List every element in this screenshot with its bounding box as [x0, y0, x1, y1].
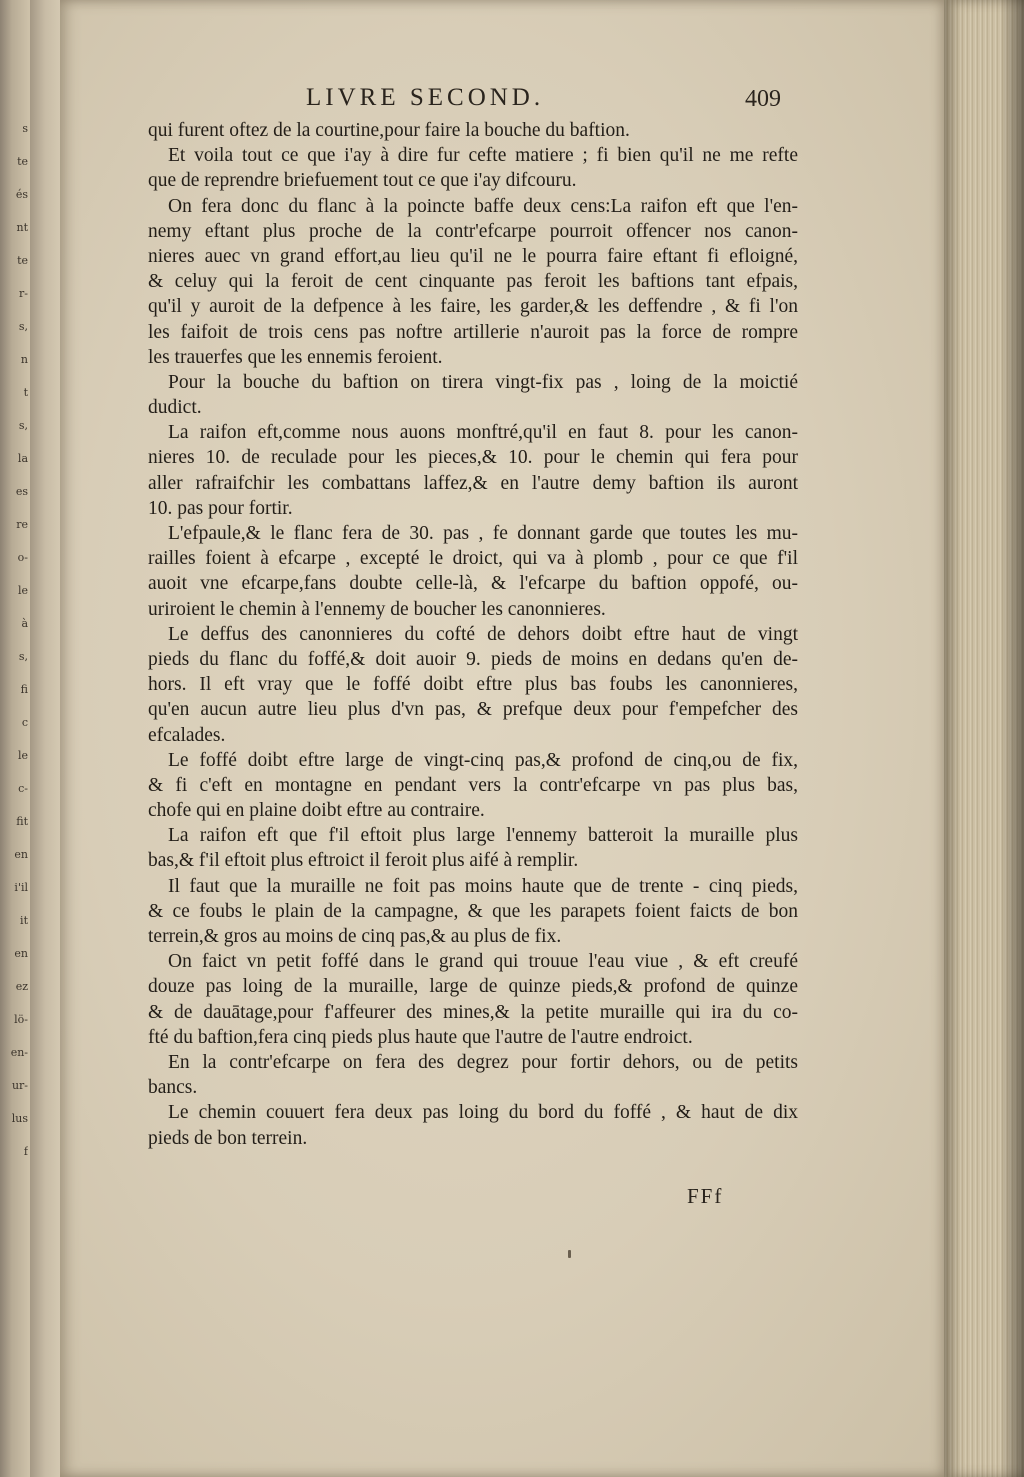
text-line: bas,& f'il eftoit plus eftroict il feroit plus aifé à remplir. — [148, 850, 579, 872]
text-line: terrein,& gros au moins de cinq pas,& au plus de fix. — [148, 926, 562, 947]
left-page-fragment: s, — [18, 650, 28, 663]
left-page-fragment: fit — [16, 815, 28, 828]
left-page-fragment: o- — [17, 551, 28, 564]
text-line: aller rafraifchir les combattans laffez,& en l'autre demy baftion ils auront — [148, 472, 798, 494]
running-header: LIVRE SECOND. — [306, 84, 545, 111]
text-line: L'efpaule,& le flanc fera de 30. pas , fe donnant garde que toutes les mu- — [168, 523, 798, 544]
text-line: fté du baftion,fera cinq pieds plus haute que l'autre de l'autre endroict. — [148, 1026, 693, 1048]
left-page-fragment: c — [21, 716, 28, 729]
left-page-fragment: te — [17, 155, 28, 168]
left-page-fragment: en — [14, 947, 28, 960]
text-line: les trauerfes que les ennemis feroient. — [148, 346, 443, 368]
text-line: On faict vn petit foffé dans le grand qui trouue l'eau viue , & eft creufé — [168, 951, 798, 973]
left-page-fragment: re — [16, 518, 28, 531]
left-page-fragment: ez — [15, 980, 28, 993]
text-line: & fi c'eft en montagne en pendant vers la contr'efcarpe vn pas plus bas, — [148, 774, 798, 796]
left-page-fragment: le — [17, 584, 28, 597]
left-page-fragment: fi — [20, 683, 28, 696]
text-line: bancs. — [148, 1077, 198, 1099]
left-page-fragment: n — [20, 353, 28, 366]
text-line: pieds du flanc du foffé,& doit auoir 9. pieds de moins en dedans qu'en de- — [148, 648, 798, 670]
left-page-fragment: te — [17, 254, 28, 267]
left-page-fragment: és — [15, 188, 28, 201]
text-line: chofe qui en plaine doibt eftre au contraire. — [148, 800, 485, 822]
text-line: On fera donc du flanc à la poincte baffe deux cens:La raifon eft que l'en- — [168, 195, 798, 217]
page-number: 409 — [745, 86, 781, 112]
previous-page-edge — [0, 0, 30, 1477]
text-line: La raifon eft que f'il eftoit plus large l'ennemy batteroit la muraille plus — [168, 825, 798, 847]
left-page-fragment: à — [21, 617, 28, 630]
text-line: Le foffé doibt eftre large de vingt-cinq pas,& profond de cinq,ou de fix, — [168, 749, 798, 771]
text-line: Pour la bouche du baftion on tirera vingt-fix pas , loing de la moictié — [168, 371, 798, 393]
text-line: nieres 10. de reculade pour les pieces,& 10. pour le chemin qui fera pour — [148, 447, 798, 469]
signature-mark: FFf — [687, 1184, 724, 1208]
text-line: les faifoit de trois cens pas noftre artillerie n'auroit pas la force de rompre — [148, 321, 798, 343]
paper-speck — [568, 1250, 571, 1258]
left-page-fragment: s, — [18, 320, 28, 333]
text-line: qu'en aucun autre lieu plus d'vn pas, & prefque deux pour f'empefcher des — [148, 699, 798, 721]
left-page-fragment: it — [20, 914, 28, 927]
left-page-fragment: en- — [10, 1046, 28, 1059]
text-line: 10. pas pour fortir. — [148, 497, 293, 519]
text-line: Le deffus des canonnieres du cofté de dehors doibt eftre haut de vingt — [168, 623, 798, 645]
left-page-fragment: es — [15, 485, 28, 498]
left-page-fragment: t — [23, 386, 28, 399]
text-line: qu'il y auroit de la defpence à les faire, les garder,& les deffendre , & fi l'on — [148, 296, 798, 318]
text-line: & ce foubs le plain de la campagne, & que les parapets foient faicts de bon — [148, 900, 798, 922]
left-page-fragment: ur- — [11, 1079, 28, 1092]
text-line: douze pas loing de la muraille, large de quinze pieds,& profond de quinze — [148, 976, 798, 998]
left-page-fragment: s, — [18, 419, 28, 432]
text-line: Et voila tout ce que i'ay à dire fur cefte matiere ; fi bien qu'il ne me refte — [168, 145, 798, 167]
text-line: Le chemin couuert fera deux pas loing du bord du foffé , & haut de dix — [168, 1102, 798, 1124]
text-line: & celuy qui la feroit de cent cinquante pas feroit les baftions tant efpais, — [148, 271, 798, 293]
book-gutter — [30, 0, 64, 1477]
text-line: que de reprendre briefuement tout ce que i'ay difcouru. — [148, 170, 577, 192]
text-line: railles foient à efcarpe , excepté le droict, qui va à plomb , pour ce que f'il — [148, 548, 798, 570]
left-page-fragment: r- — [19, 287, 28, 300]
text-line: hors. Il eft vray que le foffé doibt eftre plus bas foubs les canonnieres, — [148, 674, 798, 696]
left-page-fragment: la — [17, 452, 28, 465]
text-line: dudict. — [148, 397, 202, 419]
left-page-fragment: en — [14, 848, 28, 861]
text-line: En la contr'efcarpe on fera des degrez pour fortir dehors, ou de petits — [168, 1051, 798, 1073]
left-page-fragment: le — [17, 749, 28, 762]
left-page-fragment: nt — [16, 221, 28, 234]
text-line: Il faut que la muraille ne foit pas moins haute que de trente - cinq pieds, — [168, 875, 798, 897]
text-line: La raifon eft,comme nous auons monftré,qu'il en faut 8. pour les canon- — [168, 422, 798, 444]
left-page-fragment: f — [23, 1145, 28, 1158]
text-line: efcalades. — [148, 724, 226, 746]
left-page-fragment: lus — [11, 1112, 28, 1125]
body-text — [148, 118, 798, 1151]
text-line: auoit vne efcarpe,fans doubte celle-là, & l'efcarpe du baftion oppofé, ou- — [148, 573, 798, 595]
left-page-fragment: lö- — [14, 1013, 28, 1026]
text-line: nemy eftant plus proche de la contr'efcarpe pourroit offencer nos canon- — [148, 220, 798, 242]
text-line: nieres auec vn grand effort,au lieu qu'il ne le pourra faire eftant fi efloigné, — [148, 245, 798, 267]
text-line: pieds de bon terrein. — [148, 1127, 308, 1149]
book-page — [60, 0, 944, 1477]
left-page-fragment: i'il — [14, 881, 28, 894]
text-line: & de dauātage,pour f'affeurer des mines,& la petite muraille qui ira du co- — [148, 1001, 798, 1023]
left-page-fragment: s — [22, 122, 28, 135]
text-line: qui furent oftez de la courtine,pour faire la bouche du baftion. — [148, 120, 630, 141]
text-line: uriroient le chemin à l'ennemy de boucher les canonnieres. — [148, 598, 606, 620]
left-page-fragment: c- — [18, 782, 28, 795]
page-block-edge — [944, 0, 1024, 1477]
